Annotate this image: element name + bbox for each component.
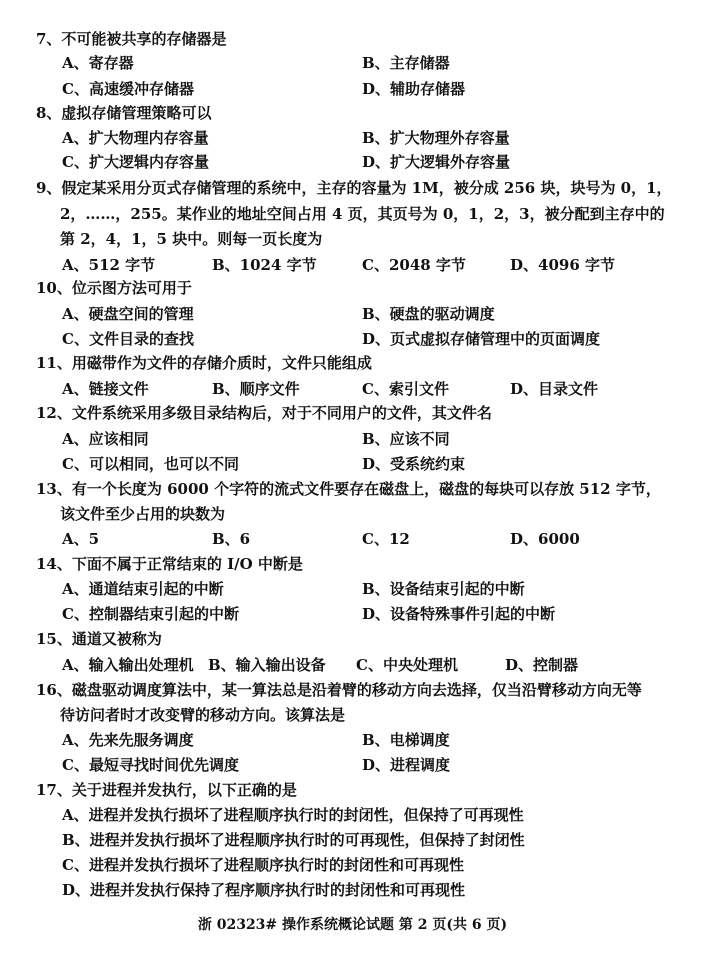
- q9-option-d: D、4096 字节: [510, 256, 615, 274]
- q7-option-c: C、高速缓冲存储器: [62, 80, 194, 98]
- q8-option-c: C、扩大逻辑内存容量: [62, 153, 209, 171]
- q10-option-b: B、硬盘的驱动调度: [362, 305, 495, 323]
- q10-option-c: C、文件目录的查找: [62, 330, 194, 348]
- question-7-stem: 7、不可能被共享的存储器是: [36, 30, 227, 48]
- question-9-stem-line-2: 2，……，255。某作业的地址空间占用 4 页，其页号为 0，1，2，3，被分配到主存中的: [60, 205, 665, 223]
- q16-option-c: C、最短寻找时间优先调度: [62, 756, 239, 774]
- q14-option-a: A、通道结束引起的中断: [62, 580, 224, 598]
- q12-option-c: C、可以相同，也可以不同: [62, 455, 239, 473]
- q15-option-c: C、中央处理机: [356, 656, 458, 674]
- question-16-stem-line-2: 待访问者时才改变臂的移动方向。该算法是: [60, 706, 346, 724]
- page-footer: 浙 02323# 操作系统概论试题 第 2 页(共 6 页): [197, 917, 508, 933]
- question-14-stem: 14、下面不属于正常结束的 I/O 中断是: [36, 555, 303, 573]
- question-16-stem-line-1: 16、磁盘驱动调度算法中，某一算法总是沿着臂的移动方向去选择，仅当沿臂移动方向无等: [36, 681, 642, 699]
- q7-option-a: A、寄存器: [62, 54, 134, 72]
- question-13-stem-line-2: 该文件至少占用的块数为: [60, 505, 226, 523]
- q8-option-d: D、扩大逻辑外存容量: [362, 153, 511, 171]
- q9-option-b: B、1024 字节: [212, 256, 317, 274]
- q13-option-a: A、5: [62, 530, 100, 548]
- q10-option-d: D、页式虚拟存储管理中的页面调度: [362, 330, 601, 348]
- q15-option-b: B、输入输出设备: [208, 656, 326, 674]
- q14-option-d: D、设备特殊事件引起的中断: [362, 605, 556, 623]
- q12-option-b: B、应该不同: [362, 430, 450, 448]
- q9-option-a: A、512 字节: [62, 256, 156, 274]
- q15-option-d: D、控制器: [505, 656, 579, 674]
- question-9-stem-line-3: 第 2，4，1，5 块中。则每一页长度为: [60, 230, 323, 248]
- q14-option-c: C、控制器结束引起的中断: [62, 605, 239, 623]
- question-17-stem: 17、关于进程并发执行，以下正确的是: [36, 781, 297, 799]
- question-11-stem: 11、用磁带作为文件的存储介质时，文件只能组成: [36, 354, 372, 372]
- q13-option-b: B、6: [212, 530, 251, 548]
- q13-option-c: C、12: [362, 530, 410, 548]
- q16-option-b: B、电梯调度: [362, 731, 450, 749]
- q7-option-b: B、主存储器: [362, 54, 450, 72]
- question-12-stem: 12、文件系统采用多级目录结构后，对于不同用户的文件，其文件名: [36, 404, 492, 422]
- q16-option-a: A、先来先服务调度: [62, 731, 194, 749]
- q11-option-a: A、链接文件: [62, 380, 149, 398]
- q17-option-d: D、进程并发执行保持了程序顺序执行时的封闭性和可再现性: [62, 881, 466, 899]
- q8-option-a: A、扩大物理内存容量: [62, 129, 209, 147]
- q10-option-a: A、硬盘空间的管理: [62, 305, 194, 323]
- question-8-stem: 8、虚拟存储管理策略可以: [36, 104, 212, 122]
- question-10-stem: 10、位示图方法可用于: [36, 279, 192, 297]
- q12-option-d: D、受系统约束: [362, 455, 466, 473]
- q11-option-d: D、目录文件: [510, 380, 599, 398]
- question-13-stem-line-1: 13、有一个长度为 6000 个字符的流式文件要存在磁盘上，磁盘的每块可以存放 512 字节，: [36, 480, 661, 498]
- q11-option-c: C、索引文件: [362, 380, 449, 398]
- q7-option-d: D、辅助存储器: [362, 80, 466, 98]
- q14-option-b: B、设备结束引起的中断: [362, 580, 525, 598]
- q13-option-d: D、6000: [510, 530, 580, 548]
- q15-option-a: A、输入输出处理机: [62, 656, 194, 674]
- q17-option-b: B、进程并发执行损坏了进程顺序执行时的可再现性，但保持了封闭性: [62, 831, 525, 849]
- q9-option-c: C、2048 字节: [362, 256, 466, 274]
- q11-option-b: B、顺序文件: [212, 380, 300, 398]
- q12-option-a: A、应该相同: [62, 430, 149, 448]
- question-9-stem-line-1: 9、假定某采用分页式存储管理的系统中，主存的容量为 1M，被分成 256 块，块号为 0，1，: [36, 179, 672, 197]
- q16-option-d: D、进程调度: [362, 756, 451, 774]
- question-15-stem: 15、通道又被称为: [36, 630, 162, 648]
- q17-option-a: A、进程并发执行损坏了进程顺序执行时的封闭性，但保持了可再现性: [62, 806, 524, 824]
- q17-option-c: C、进程并发执行损坏了进程顺序执行时的封闭性和可再现性: [62, 856, 464, 874]
- q8-option-b: B、扩大物理外存容量: [362, 129, 510, 147]
